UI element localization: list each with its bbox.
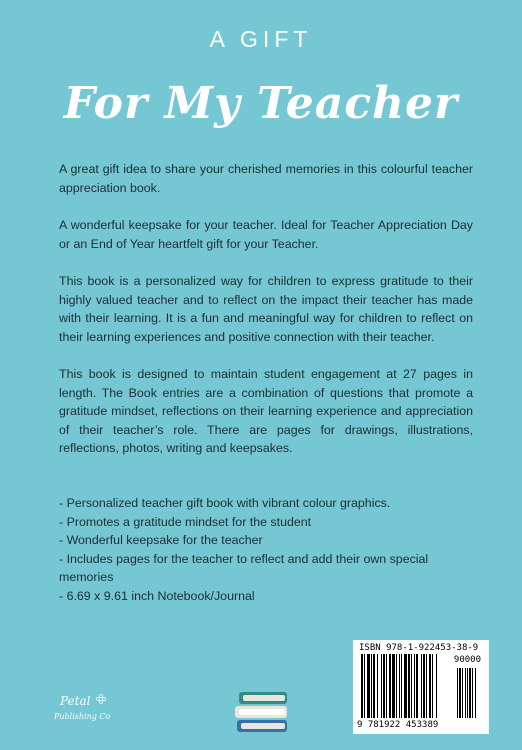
paragraph-1: A great gift idea to share your cherished memories in this colourful teacher appreciation book.	[59, 162, 473, 195]
cover-title: For My Teacher	[63, 78, 459, 129]
logo-text-line1: Petal	[60, 694, 91, 708]
cover-subtitle: A GIFT	[209, 26, 313, 52]
feature-item: - Personalized teacher gift book with vibrant colour graphics.	[59, 496, 391, 510]
publisher-logo	[54, 690, 114, 736]
paragraph-4: This book is designed to maintain student engagement at 27 pages in length. The Book entries are a combination of questions that promote a gratitude mindset, reflections on their learning experience and appreciation of their teacher’s role. There are pages for drawings, illustrations, reflections, photos, writing and keepsakes.	[59, 367, 473, 455]
description	[59, 160, 473, 477]
feature-item: - 6.69 x 9.61 inch Notebook/Journal	[59, 588, 255, 603]
paragraph-2: A wonderful keepsake for your teacher. Ideal for Teacher Appreciation Day or an End of Year heartfelt gift for your Teacher.	[59, 218, 473, 251]
feature-item: - Promotes a gratitude mindset for the student	[59, 514, 312, 529]
barcode	[353, 640, 489, 734]
paragraph-3: This book is a personalized way for children to express gratitude to their highly valued teacher and to reflect on the impact their teacher has made with their learning. It is a fun and meaningful way for children to reflect on their learning experiences and positive connection with their teacher.	[59, 274, 473, 344]
barcode-number: 9 781922 453389	[357, 720, 439, 730]
feature-list	[59, 494, 473, 605]
feature-item: - Includes pages for the teacher to reflect and add their own special memories	[59, 551, 429, 584]
isbn-label: ISBN 978-1-922453-38-9	[359, 643, 479, 653]
price-code: 90000	[453, 655, 481, 665]
books-stack-icon	[233, 684, 291, 736]
feature-item: - Wonderful keepsake for the teacher	[59, 533, 263, 547]
logo-text-line2: Publishing Co	[54, 712, 111, 721]
flower-icon	[96, 694, 106, 704]
